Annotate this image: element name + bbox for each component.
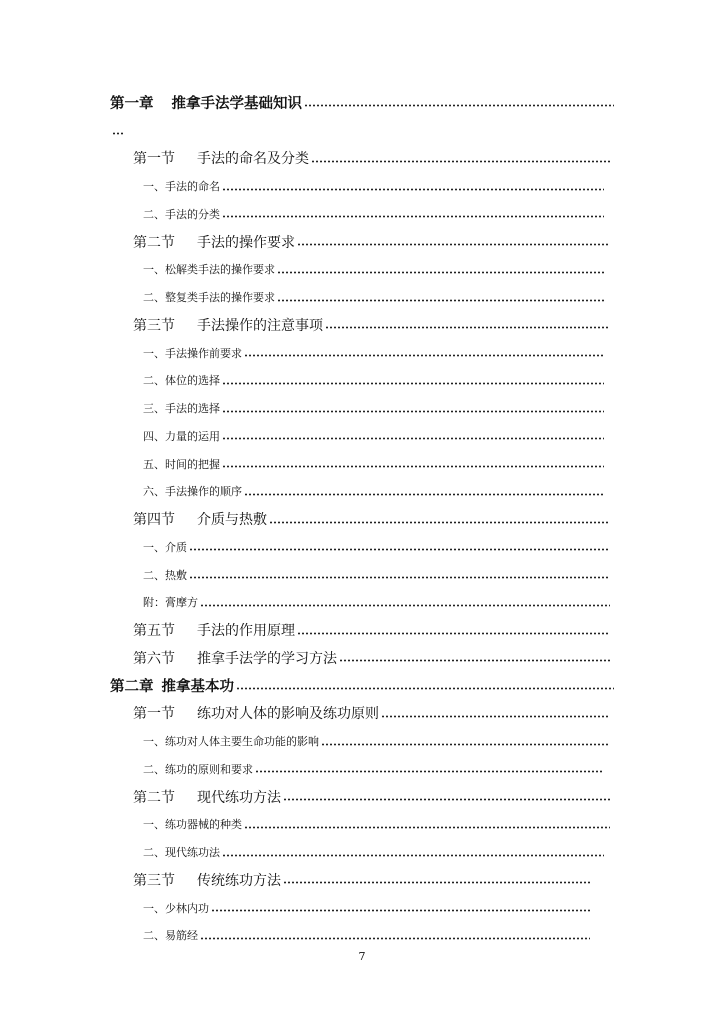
dot-leader	[325, 326, 610, 329]
toc-entry-title: 练功对人体的影响及练功原则	[197, 706, 379, 723]
toc-entry-label	[133, 870, 281, 890]
toc-entry-title: 一、手法操作前要求	[143, 346, 242, 360]
toc-entry-number: 第五节	[133, 623, 175, 640]
toc-entry-number: 第六节	[133, 650, 175, 667]
toc-entry-section[interactable]	[0, 311, 724, 339]
toc-entry-title: 二、整复类手法的操作要求	[143, 291, 275, 305]
toc-entry-label	[143, 345, 242, 361]
dot-leader	[277, 271, 604, 274]
toc-entry-label	[143, 900, 209, 916]
toc-entry-sub[interactable]	[0, 811, 724, 839]
dot-leader	[222, 410, 604, 413]
toc-entry-title: 手法的操作要求	[197, 234, 295, 251]
toc-entry-sub[interactable]	[0, 172, 724, 200]
toc-entry-label	[143, 567, 187, 583]
toc-entry-sub[interactable]	[0, 894, 724, 922]
dot-leader	[222, 465, 604, 468]
toc-entry-label	[143, 400, 220, 416]
toc-entry-sub[interactable]	[0, 422, 724, 450]
toc-entry-title: 五、时间的把握	[143, 457, 220, 471]
toc-entry-label	[143, 761, 253, 777]
toc-entry-number: 第三节	[133, 872, 175, 889]
toc-entry-title: 附：膏摩方	[143, 596, 198, 610]
table-of-contents	[0, 89, 724, 949]
toc-entry-label	[143, 428, 220, 444]
toc-entry-label	[133, 620, 295, 640]
toc-entry-label	[143, 289, 275, 305]
toc-entry-label	[133, 315, 323, 335]
toc-entry-title: 介质与热敷	[197, 512, 267, 529]
toc-entry-section[interactable]	[0, 700, 724, 728]
toc-entry-sub[interactable]	[0, 394, 724, 422]
dot-leader	[283, 798, 610, 801]
toc-entry-title: 推拿手法学基础知识	[171, 96, 302, 113]
toc-entry-title: 传统练功方法	[197, 872, 281, 889]
toc-entry-sub[interactable]	[0, 838, 724, 866]
toc-entry-section[interactable]	[0, 228, 724, 256]
toc-entry-label	[110, 675, 234, 696]
toc-entry-label	[143, 539, 187, 555]
toc-entry-sub[interactable]	[0, 755, 724, 783]
toc-entry-title: 二、练功的原则和要求	[143, 762, 253, 776]
toc-entry-title: 一、练功器械的种类	[143, 818, 242, 832]
toc-entry-label	[143, 206, 220, 222]
dot-leader	[112, 132, 124, 135]
toc-entry-section[interactable]	[0, 866, 724, 894]
toc-entry-label	[133, 232, 295, 252]
toc-entry-label	[143, 456, 220, 472]
toc-entry-section[interactable]	[0, 783, 724, 811]
toc-entry-number: 第一节	[133, 706, 175, 723]
toc-entry-label	[133, 648, 337, 668]
dot-leader	[297, 632, 610, 635]
dot-leader	[269, 521, 610, 524]
toc-entry-chapter[interactable]	[0, 89, 724, 117]
toc-entry-number: 第三节	[133, 317, 175, 334]
dot-leader	[244, 493, 604, 496]
toc-entry-sub[interactable]	[0, 283, 724, 311]
toc-entry-label	[110, 92, 302, 113]
toc-entry-label	[143, 733, 319, 749]
dot-leader-continuation	[0, 117, 724, 145]
toc-entry-sub[interactable]	[0, 589, 724, 617]
toc-entry-title: 手法操作的注意事项	[197, 317, 323, 334]
toc-entry-sub[interactable]	[0, 339, 724, 367]
toc-entry-number: 第四节	[133, 512, 175, 529]
dot-leader	[222, 215, 604, 218]
toc-entry-title: 手法的命名及分类	[197, 151, 309, 168]
toc-entry-label	[133, 787, 281, 807]
toc-entry-title: 一、松解类手法的操作要求	[143, 263, 275, 277]
toc-entry-title: 手法的作用原理	[197, 623, 295, 640]
toc-entry-label	[133, 148, 309, 168]
toc-entry-sub[interactable]	[0, 367, 724, 395]
dot-leader	[321, 743, 610, 746]
dot-leader	[200, 937, 590, 940]
dot-leader	[339, 659, 610, 662]
toc-entry-section[interactable]	[0, 145, 724, 173]
toc-entry-label	[143, 483, 242, 499]
toc-entry-number: 第二节	[133, 789, 175, 806]
dot-leader	[297, 243, 610, 246]
toc-entry-title: 二、手法的分类	[143, 207, 220, 221]
toc-entry-label	[143, 927, 198, 943]
toc-entry-number: 第二节	[133, 234, 175, 251]
toc-entry-title: 二、热敷	[143, 568, 187, 582]
toc-entry-title: 二、体位的选择	[143, 374, 220, 388]
toc-entry-title: 二、易筋经	[143, 929, 198, 943]
toc-entry-label	[143, 816, 242, 832]
toc-entry-section[interactable]	[0, 644, 724, 672]
toc-entry-sub[interactable]	[0, 533, 724, 561]
dot-leader	[189, 548, 610, 551]
toc-entry-title: 推拿手法学的学习方法	[197, 650, 337, 667]
toc-entry-title: 一、练功对人体主要生命功能的影响	[143, 735, 319, 749]
toc-entry-section[interactable]	[0, 616, 724, 644]
dot-leader	[222, 437, 604, 440]
toc-entry-number: 第二章	[110, 679, 154, 696]
dot-leader	[381, 715, 610, 718]
toc-entry-label	[143, 261, 275, 277]
toc-entry-title: 四、力量的运用	[143, 429, 220, 443]
dot-leader	[189, 576, 610, 579]
page-number: 7	[358, 950, 366, 963]
toc-entry-sub[interactable]	[0, 922, 724, 950]
toc-entry-sub[interactable]	[0, 561, 724, 589]
toc-entry-label	[143, 594, 198, 610]
dot-leader	[283, 881, 590, 884]
dot-leader	[200, 604, 610, 607]
dot-leader	[222, 854, 604, 857]
toc-entry-label	[133, 703, 379, 723]
dot-leader	[222, 188, 604, 191]
dot-leader	[244, 354, 604, 357]
toc-entry-label	[143, 178, 220, 194]
dot-leader	[236, 687, 614, 690]
toc-entry-title: 现代练功方法	[197, 789, 281, 806]
toc-entry-number: 第一节	[133, 151, 175, 168]
toc-entry-title: 二、现代练功法	[143, 846, 220, 860]
toc-entry-sub[interactable]	[0, 727, 724, 755]
toc-entry-label	[143, 844, 220, 860]
toc-entry-label	[133, 509, 267, 529]
dot-leader	[244, 826, 610, 829]
toc-entry-sub[interactable]	[0, 200, 724, 228]
dot-leader	[304, 104, 614, 107]
toc-entry-title: 六、手法操作的顺序	[143, 485, 242, 499]
toc-entry-chapter[interactable]	[0, 672, 724, 700]
toc-entry-title: 三、手法的选择	[143, 402, 220, 416]
toc-entry-sub[interactable]	[0, 478, 724, 506]
dot-leader	[277, 299, 604, 302]
dot-leader	[211, 909, 590, 912]
toc-entry-label	[143, 372, 220, 388]
toc-entry-title: 一、介质	[143, 540, 187, 554]
toc-entry-title: 一、少林内功	[143, 901, 209, 915]
dot-leader	[255, 770, 604, 773]
toc-entry-title: 一、手法的命名	[143, 180, 220, 194]
toc-entry-sub[interactable]	[0, 450, 724, 478]
dot-leader	[311, 160, 610, 163]
toc-entry-sub[interactable]	[0, 256, 724, 284]
dot-leader	[222, 382, 604, 385]
toc-entry-number: 第一章	[110, 96, 154, 113]
toc-entry-section[interactable]	[0, 505, 724, 533]
toc-entry-title: 推拿基本功	[161, 679, 234, 696]
